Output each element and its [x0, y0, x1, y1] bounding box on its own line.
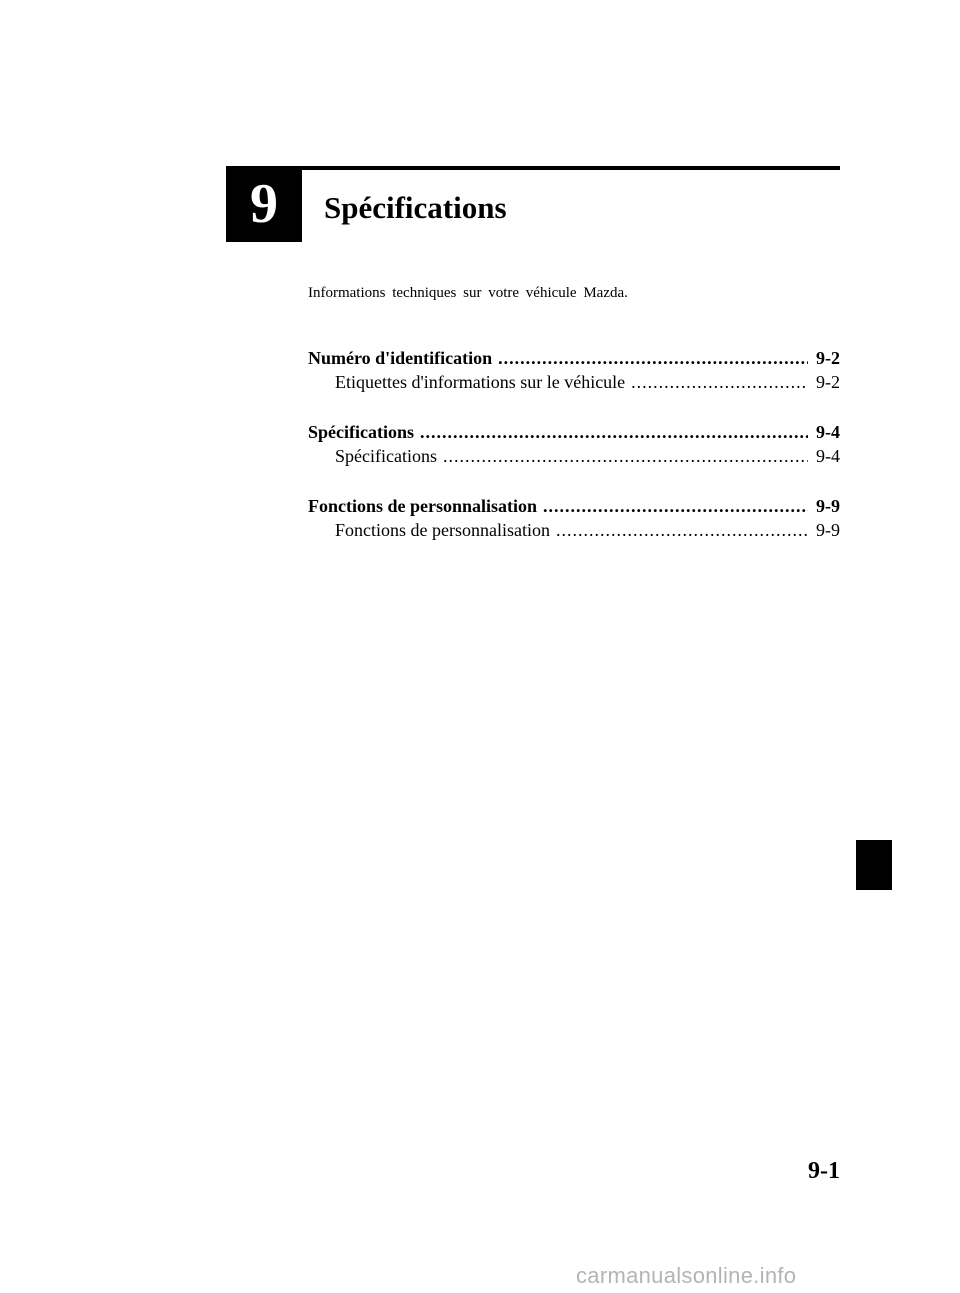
toc-entry-page: 9-9 [816, 496, 840, 516]
dot-leader [543, 494, 808, 518]
toc-entry-page: 9-4 [816, 446, 840, 466]
toc-entry-page: 9-4 [816, 422, 840, 442]
toc-entry-sub[interactable] [308, 444, 840, 468]
dot-leader [631, 370, 808, 394]
toc-entry-page: 9-2 [816, 372, 840, 392]
chapter-intro: Informations techniques sur votre véhicule Mazda. [308, 285, 628, 301]
toc-entry-title: Spécifications [308, 422, 414, 442]
toc-entry-main[interactable] [308, 494, 840, 518]
watermark: carmanualsonline.info [576, 1263, 797, 1288]
toc-entry-page: 9-9 [816, 520, 840, 540]
toc-group [308, 494, 840, 542]
dot-leader [556, 518, 808, 542]
toc-entry-page: 9-2 [816, 348, 840, 368]
table-of-contents [308, 346, 840, 568]
toc-entry-main[interactable] [308, 346, 840, 370]
page-number: 9-1 [808, 1158, 840, 1184]
toc-entry-title: Fonctions de personnalisation [308, 496, 538, 516]
chapter-header-rule [226, 166, 840, 170]
toc-group [308, 346, 840, 394]
toc-entry-title: Numéro d'identification [308, 348, 493, 368]
toc-entry-title: Fonctions de personnalisation [335, 520, 550, 540]
toc-group [308, 420, 840, 468]
toc-entry-sub[interactable] [308, 370, 840, 394]
toc-entry-sub[interactable] [308, 518, 840, 542]
toc-entry-main[interactable] [308, 420, 840, 444]
toc-entry-title: Etiquettes d'informations sur le véhicule [335, 372, 626, 392]
chapter-thumb-tab [856, 840, 892, 890]
toc-entry-title: Spécifications [335, 446, 437, 466]
dot-leader [443, 444, 808, 468]
dot-leader [420, 420, 808, 444]
chapter-number-box: 9 [226, 166, 302, 242]
dot-leader [498, 346, 808, 370]
chapter-title: Spécifications [324, 190, 507, 225]
